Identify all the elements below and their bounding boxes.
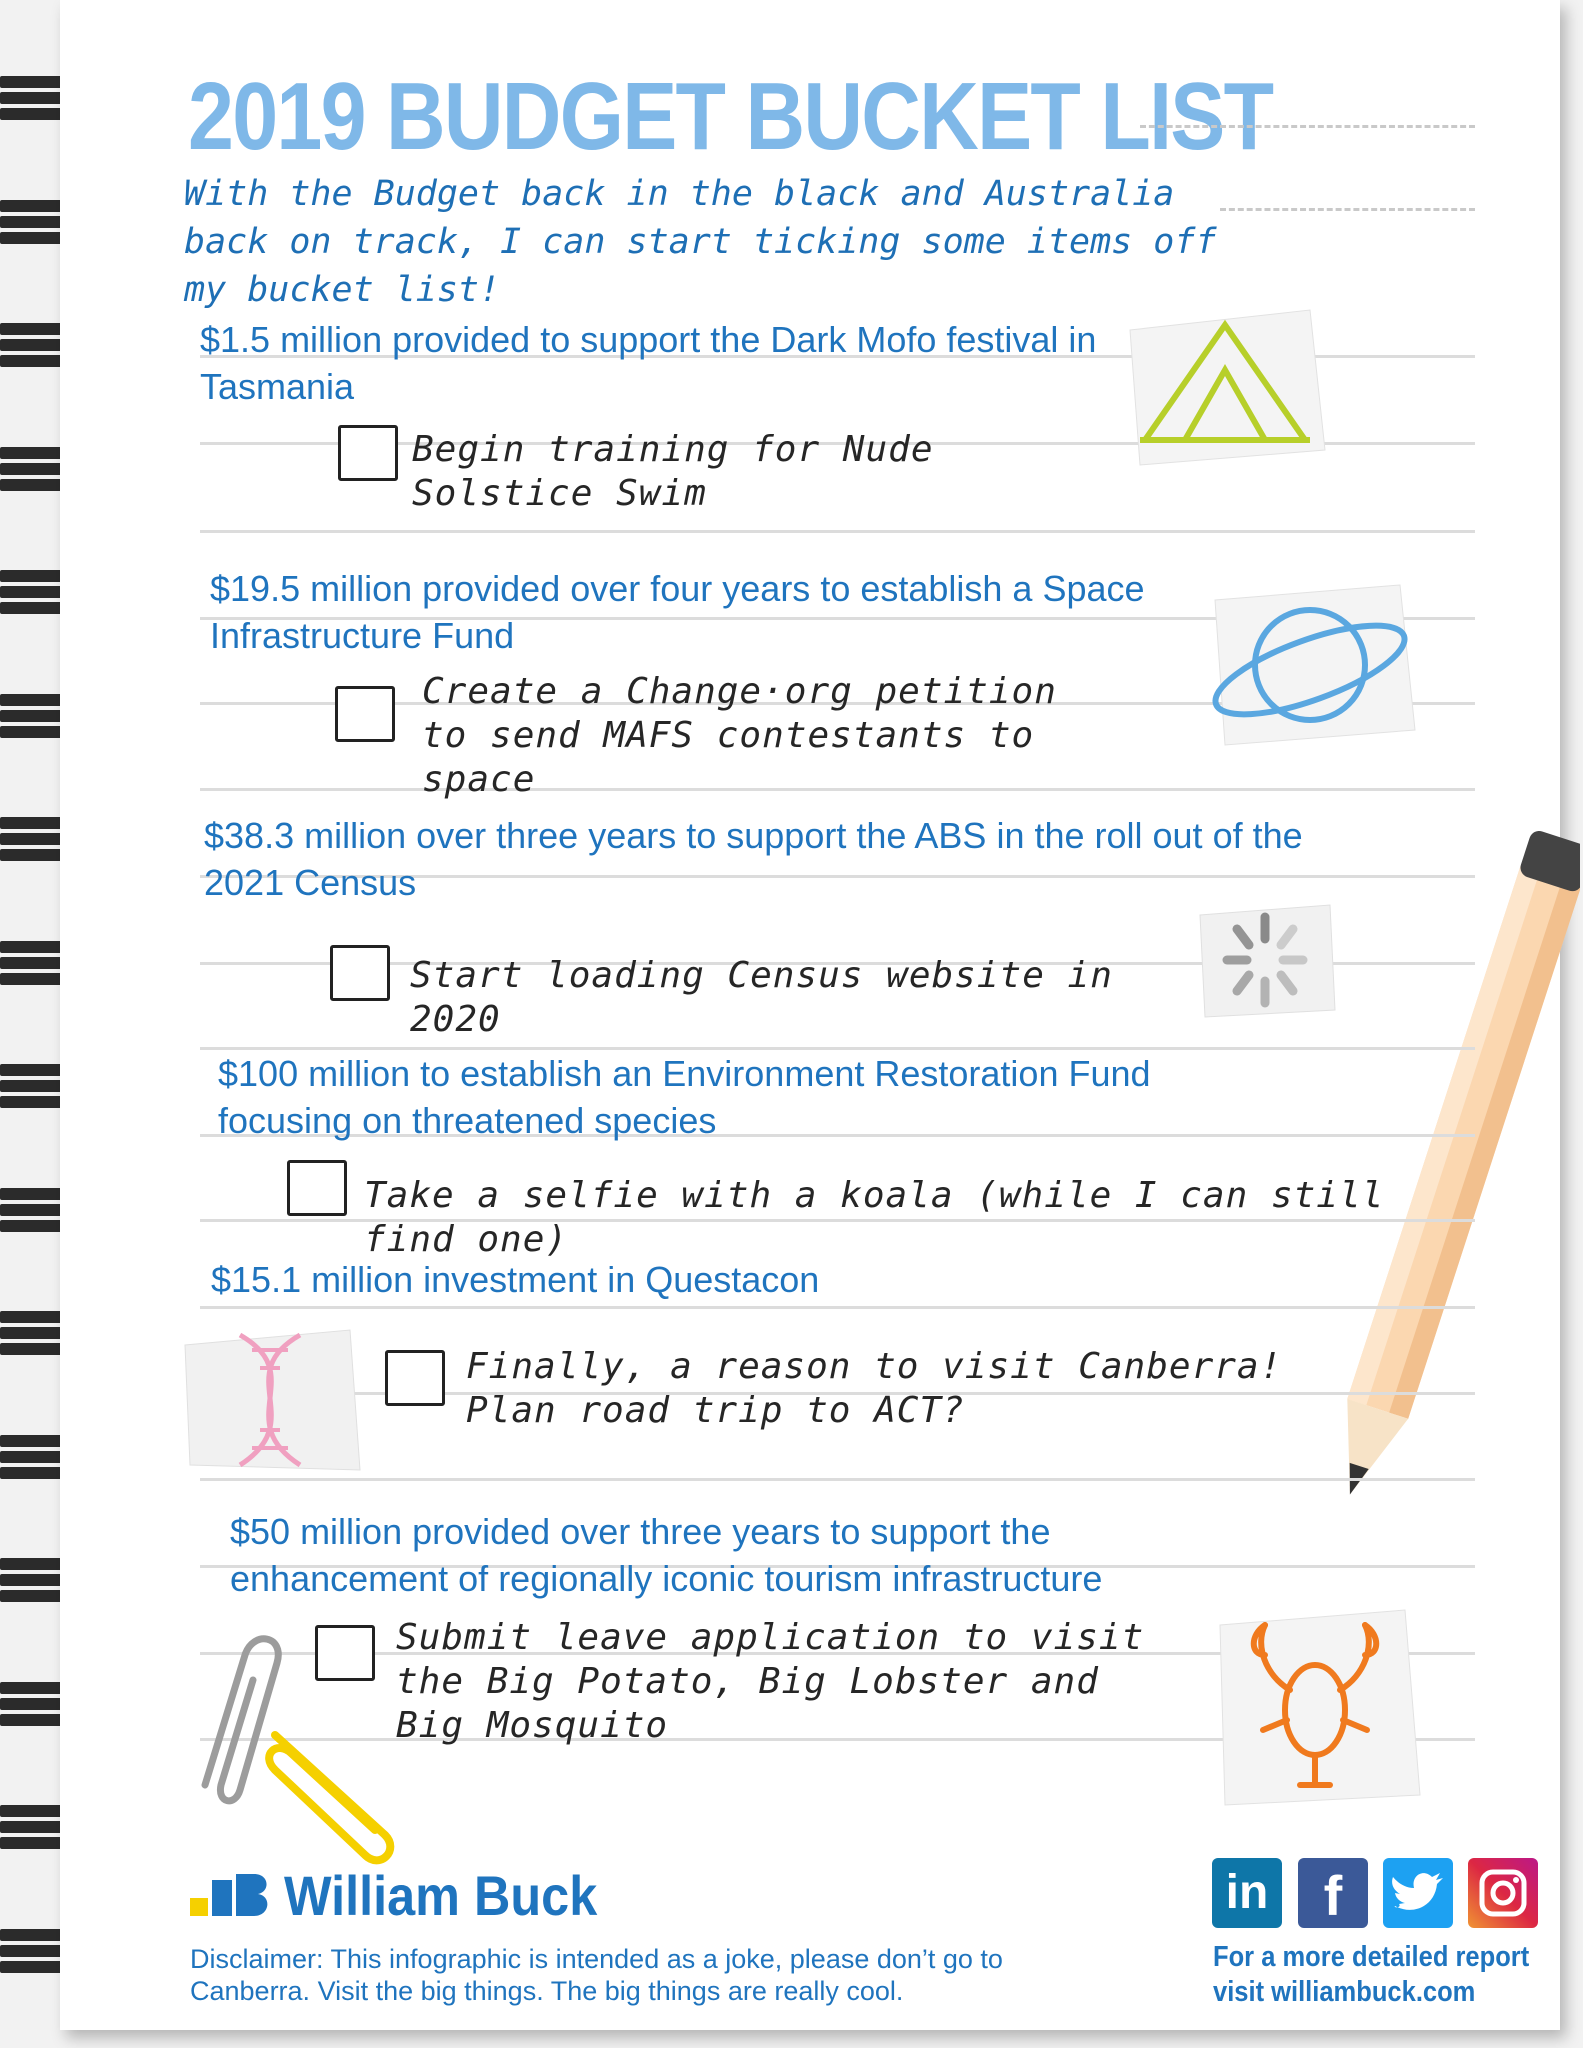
title-dashed-line	[1140, 125, 1475, 128]
subtitle-dashed-line	[1220, 208, 1475, 211]
brand-logo	[190, 1860, 632, 1930]
rule-line	[200, 1478, 1475, 1481]
instagram-camera-icon	[1468, 1858, 1538, 1928]
item-heading: $50 million provided over three years to support the enhancement of regionally iconic tourism infrastructure	[230, 1511, 1103, 1599]
linkedin-label: in	[1225, 1866, 1269, 1919]
twitter-bird-icon	[1383, 1858, 1453, 1928]
brand-name: William Buck	[284, 1863, 598, 1927]
item-task: Begin training for Nude Solstice Swim	[412, 429, 934, 514]
item-checkbox[interactable]	[385, 1350, 445, 1406]
item-heading: $15.1 million investment in Questacon	[211, 1259, 820, 1300]
item-checkbox[interactable]	[287, 1160, 347, 1216]
twitter-icon[interactable]	[1383, 1858, 1453, 1928]
rule-line	[200, 1306, 1475, 1309]
report-link[interactable]	[1213, 1940, 1529, 2010]
lobster-icon	[1195, 1595, 1435, 1820]
item-task: Create a Change·org petition to send MAFS contestants to space	[422, 671, 1057, 800]
facebook-label: f	[1323, 1864, 1343, 1927]
tent-icon	[1110, 290, 1340, 480]
item-checkbox[interactable]	[330, 945, 390, 1001]
dna-icon	[170, 1320, 370, 1480]
item-task: Start loading Census website in 2020	[410, 955, 1113, 1040]
loading-spinner-icon	[1185, 895, 1345, 1025]
instagram-icon[interactable]	[1468, 1858, 1538, 1928]
item-heading: $19.5 million provided over four years to establish a Space Infrastructure Fund	[210, 568, 1145, 656]
william-buck-logo-icon	[190, 1870, 270, 1920]
item-heading: $38.3 million over three years to support the ABS in the roll out of the 2021 Census	[204, 815, 1303, 903]
item-checkbox[interactable]	[338, 425, 398, 481]
item-checkbox[interactable]	[335, 686, 395, 742]
page-subtitle: With the Budget back in the black and Australia back on track, I can start ticking some items off my bucket list!	[184, 174, 1217, 310]
item-task: Take a selfie with a koala (while I can still find one)	[364, 1175, 1385, 1260]
facebook-icon[interactable]	[1298, 1858, 1368, 1928]
planet-icon	[1190, 560, 1430, 760]
paperclip-icon	[185, 1615, 425, 1875]
rule-line	[200, 530, 1475, 533]
item-heading: $1.5 million provided to support the Dark Mofo festival in Tasmania	[200, 319, 1097, 407]
item-task: Submit leave application to visit the Big Potato, Big Lobster and Big Mosquito	[396, 1617, 1145, 1746]
item-heading: $100 million to establish an Environment Restoration Fund focusing on threatened species	[218, 1053, 1151, 1141]
page-title: 2019 BUDGET BUCKET LIST	[188, 63, 1273, 170]
item-task: Finally, a reason to visit Canberra! Plan road trip to ACT?	[466, 1346, 1283, 1431]
report-line-2: visit williambuck.com	[1213, 1976, 1476, 2008]
linkedin-icon[interactable]	[1212, 1858, 1282, 1928]
disclaimer-text: Disclaimer: This infographic is intended as a joke, please don’t go to Canberra. Visit the big things. The big things are really cool.	[190, 1944, 1003, 2006]
report-line-1: For a more detailed report	[1213, 1941, 1530, 1973]
